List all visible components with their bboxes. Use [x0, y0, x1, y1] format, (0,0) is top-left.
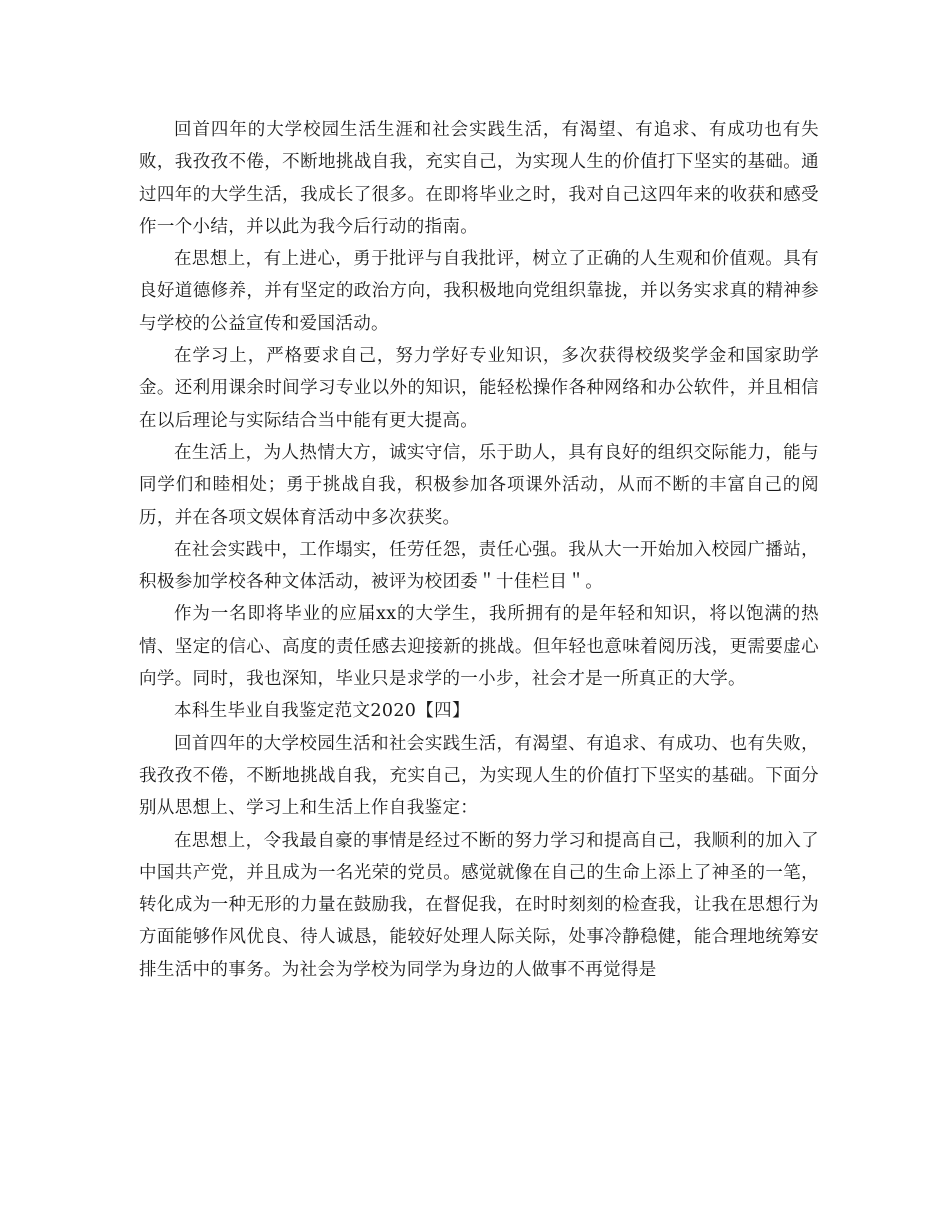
- paragraph-study: 在学习上，严格要求自己，努力学好专业知识，多次获得校级奖学金和国家助学金。还利用课余时间学习专业以外的知识，能轻松操作各种网络和办公软件，并且相信在以后理论与实际结合当中能有更大提高。: [139, 346, 819, 431]
- paragraph-section4-thought: 在思想上，令我最自豪的事情是经过不断的努力学习和提高自己，我顺利的加入了中国共产党，并且成为一名光荣的党员。感觉就像在自己的生命上添上了神圣的一笔，转化成为一种无形的力量在鼓励我，在督促我，在时时刻刻的检查我，让我在思想行为方面能够作风优良、待人诚恳，能较好处理人际关际，处事冷静稳健，能合理地统筹安排生活中的事务。为社会为学校为同学为身边的人做事不再觉得是: [139, 830, 819, 980]
- paragraph-section4-intro: 回首四年的大学校园生活和社会实践生活，有渴望、有追求、有成功、也有失败，我孜孜不倦，不断地挑战自我，充实自己，为实现人生的价值打下坚实的基础。下面分别从思想上、学习上和生活上作自我鉴定：: [139, 733, 819, 819]
- paragraph-thought: 在思想上，有上进心，勇于批评与自我批评，树立了正确的人生观和价值观。具有良好道德修养，并有坚定的政治方向，我积极地向党组织靠拢，并以务实求真的精神参与学校的公益宣传和爱国活动。: [139, 249, 819, 334]
- paragraph-life: 在生活上，为人热情大方，诚实守信，乐于助人，具有良好的组织交际能力，能与同学们和睦相处；勇于挑战自我，积极参加各项课外活动，从而不断的丰富自己的阅历，并在各项文娱体育活动中多次获奖。: [139, 442, 819, 528]
- paragraph-conclusion: 作为一名即将毕业的应届xx的大学生，我所拥有的是年轻和知识，将以饱满的热情、坚定的信心、高度的责任感去迎接新的挑战。但年轻也意味着阅历浅，更需要虚心向学。同时，我也深知，毕业只是求学的一小步，社会才是一所真正的大学。: [139, 604, 819, 690]
- document-body: [139, 114, 819, 986]
- paragraph-intro: 回首四年的大学校园生活生涯和社会实践生活，有渴望、有追求、有成功也有失败，我孜孜不倦，不断地挑战自我，充实自己，为实现人生的价值打下坚实的基础。通过四年的大学生活，我成长了很多。在即将毕业之时，我对自己这四年来的收获和感受作一个小结，并以此为我今后行动的指南。: [139, 120, 819, 237]
- paragraph-social-practice: 在社会实践中，工作塌实，任劳任怨，责任心强。我从大一开始加入校园广播站，积极参加学校各种文体活动，被评为校团委＂十佳栏目＂。: [139, 539, 819, 593]
- section-heading: 本科生毕业自我鉴定范文2020【四】: [174, 701, 470, 722]
